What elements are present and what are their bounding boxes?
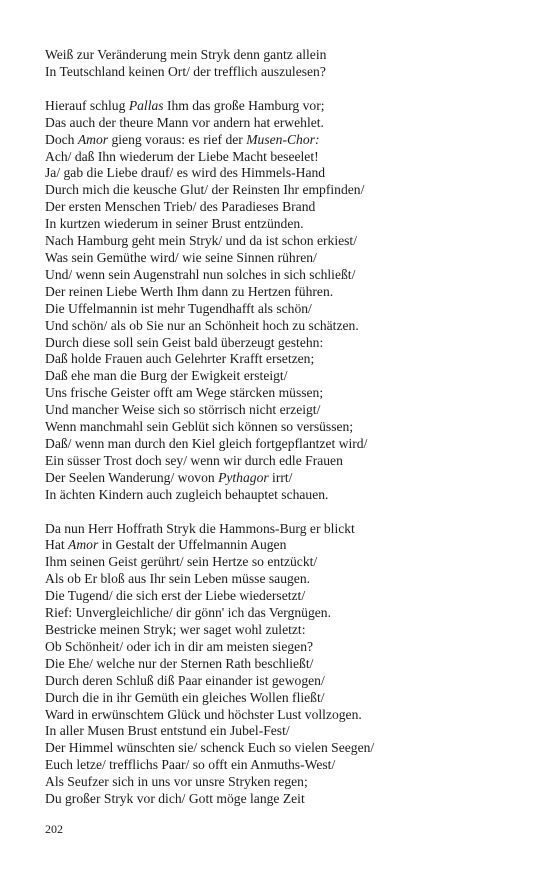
poem-line [45,64,515,81]
poem-line [45,233,515,250]
line-text: Bestricke meinen Stryk; wer saget wohl zuletzt: [45,622,306,637]
poem-line [45,605,515,622]
poem-line [45,537,515,554]
poem-line [45,521,515,538]
poem-line [45,368,515,385]
poem-line [45,740,515,757]
line-text: Der Himmel wünschten sie/ schenck Euch so vielen Seegen/ [45,740,375,756]
line-text: Als ob Er bloß aus Ihr sein Leben müsse saugen. [45,571,311,587]
poem-line [45,351,515,368]
line-text: Ihm das große Hamburg vor; [163,97,325,113]
italic-name: Musen-Chor: [246,131,320,147]
poem-line [45,436,515,453]
poem-line [45,47,515,64]
line-text: Ach/ daß Ihn wiederum der Liebe Macht beseelet! [45,148,319,164]
line-text: Als Seufzer sich in uns vor unsre Stryken regen; [45,774,308,790]
line-text: Euch letze/ trefflichs Paar/ so offt ein Anmuths-West/ [45,757,336,773]
italic-name: Amor [77,131,109,147]
line-text: Nach Hamburg geht mein Stryk/ und da ist schon erkiest/ [45,233,357,249]
poem-line [45,571,515,588]
poem-line [45,622,515,639]
poem-line [45,115,515,132]
line-text: irrt/ [268,469,293,485]
poem-line [45,402,515,419]
poem-line [45,673,515,690]
line-text: Doch [45,131,78,147]
line-text: Durch die in ihr Gemüth ein gleiches Wollen fließt/ [45,689,325,705]
poem-line [45,98,515,115]
line-text: Ihm seinen Geist gerührt/ sein Hertze so entzückt/ [45,554,318,570]
poem-line [45,216,515,233]
line-text: Daß/ wenn man durch den Kiel gleich fortgepflantzet wird/ [45,435,368,451]
poem-line [45,199,515,216]
poem-line [45,250,515,267]
italic-name: Pallas [128,97,164,113]
poem-line [45,723,515,740]
poem-line [45,487,515,504]
poem-line [45,165,515,182]
line-text: Was sein Gemüthe wird/ wie seine Sinnen rühren/ [45,249,317,265]
italic-name: Pythagor [218,469,269,485]
stanza [45,47,515,81]
poem-line [45,318,515,335]
poem-line [45,301,515,318]
line-text: Ein süsser Trost doch sey/ wenn wir durch edle Frauen [45,452,343,468]
poem-line [45,419,515,436]
line-text: In aller Musen Brust entstund ein Jubel-Fest/ [45,723,290,739]
line-text: Uns frische Geister offt am Wege stärcken müssen; [45,385,324,401]
poem-line [45,453,515,470]
poem-line [45,149,515,166]
poem-line [45,182,515,199]
line-text: Das auch der theure Mann vor andern hat erwehlet. [45,114,324,130]
poem-line [45,757,515,774]
line-text: Der ersten Menschen Trieb/ des Paradieses Brand [45,199,316,215]
poem-line [45,132,515,149]
line-text: In Teutschland keinen Ort/ der trefflich auszulesen? [45,63,326,79]
poem-text [45,47,515,825]
page-number: 202 [45,822,63,836]
poem-line [45,335,515,352]
line-text: Ward in erwünschtem Glück und höchster Lust vollzogen. [45,706,362,722]
poem-line [45,267,515,284]
line-text: Hat [45,537,69,553]
line-text: Und/ wenn sein Augenstrahl nun solches in sich schließt/ [45,266,356,282]
line-text: Und mancher Weise sich so störrisch nicht erzeigt/ [45,402,321,418]
line-text: Durch mich die keusche Glut/ der Reinsten Ihr empfinden/ [45,182,365,198]
line-text: in Gestalt der Uffelmannin Augen [98,537,287,553]
poem-line [45,284,515,301]
line-text: In ächten Kindern auch zugleich behauptet schauen. [45,486,329,502]
line-text: Die Tugend/ die sich erst der Liebe wiedersetzt/ [45,588,306,604]
line-text: Du großer Stryk vor dich/ Gott möge lange Zeit [45,791,305,807]
line-text: Wenn manchmahl sein Geblüt sich können so versüssen; [45,419,354,435]
line-text: gieng voraus: es rief der [108,131,247,147]
line-text: Durch diese soll sein Geist bald überzeugt gestehn: [45,334,324,350]
stanza [45,98,515,504]
poem-line [45,554,515,571]
poem-line [45,588,515,605]
line-text: Durch deren Schluß diß Paar einander ist gewogen/ [45,672,325,688]
poem-line [45,385,515,402]
line-text: Da nun Herr Hoffrath Stryk die Hammons-Burg er blickt [45,520,355,536]
line-text: Und schön/ als ob Sie nur an Schönheit hoch zu schätzen. [45,317,359,333]
line-text: Daß ehe man die Burg der Ewigkeit ersteigt/ [45,368,288,384]
line-text: Der Seelen Wanderung/ wovon [45,469,219,485]
poem-line [45,639,515,656]
line-text: Ob Schönheit/ oder ich in dir am meisten siegen? [45,638,314,654]
poem-line [45,774,515,791]
line-text: Der reinen Liebe Werth Ihm dann zu Hertzen führen. [45,283,334,299]
poem-line [45,470,515,487]
line-text: Die Uffelmannin ist mehr Tugendhafft als schön/ [45,300,312,316]
poem-line [45,791,515,808]
line-text: Die Ehe/ welche nur der Sternen Rath beschließt/ [45,655,314,671]
line-text: In kurtzen wiederum in seiner Brust entzünden. [45,216,304,232]
line-text: Weiß zur Veränderung mein Stryk denn gantz allein [45,47,327,62]
poem-line [45,707,515,724]
line-text: Hierauf schlug [45,97,129,113]
stanza [45,521,515,808]
line-text: Rief: Unvergleichliche/ dir gönn' ich das Vergnügen. [45,605,331,621]
italic-name: Amor [68,537,99,553]
poem-line [45,690,515,707]
line-text: Ja/ gab die Liebe drauf/ es wird des Himmels-Hand [45,165,326,181]
line-text: Daß holde Frauen auch Gelehrter Krafft ersetzen; [45,351,315,367]
poem-line [45,656,515,673]
